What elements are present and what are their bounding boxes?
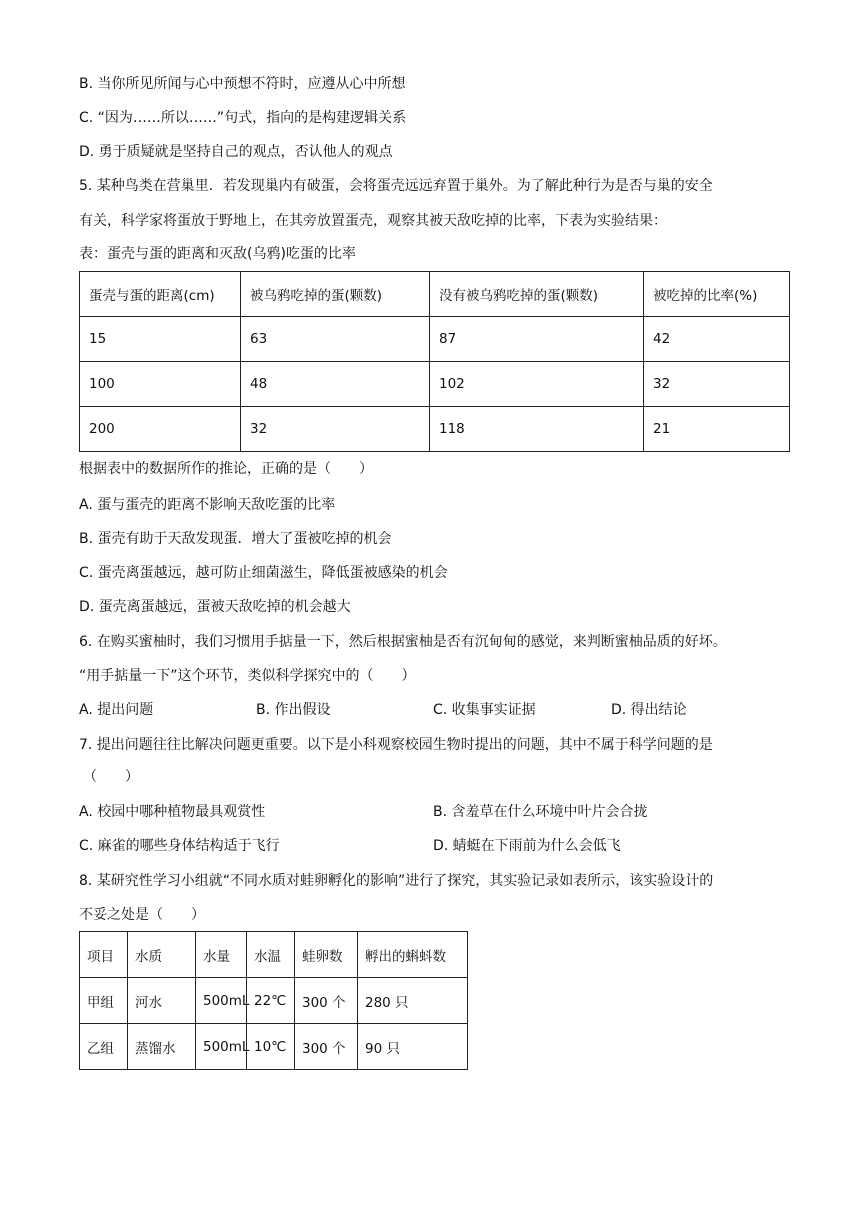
table-header-cell: 蛋壳与蛋的距离(cm) <box>80 272 241 317</box>
table-cell: 118 <box>430 407 644 452</box>
question-7-option-c: C. 麻雀的哪些身体结构适于飞行 <box>79 838 280 854</box>
table-row <box>80 317 790 362</box>
option-b-previous: B. 当你所见所闻与心中预想不符时，应遵从心中所想 <box>79 76 406 92</box>
question-8-stem-line1: 8. 某研究性学习小组就“不同水质对蛙卵孵化的影响”进行了探究，其实验记录如表所示，该实验设计的 <box>79 873 714 889</box>
table-cell: 22℃ <box>247 978 295 1024</box>
table1-caption: 表：蛋壳与蛋的距离和灭敌(乌鸦)吃蛋的比率 <box>79 246 356 262</box>
table-cell: 500mL <box>196 978 247 1024</box>
table-cell: 500mL <box>196 1024 247 1070</box>
question-7-option-b: B. 含羞草在什么环境中叶片会合拢 <box>433 804 648 820</box>
question-5-option-b: B. 蛋壳有助于天敌发现蛋．增大了蛋被吃掉的机会 <box>79 531 392 547</box>
table-cell: 200 <box>80 407 241 452</box>
table-cell: 河水 <box>128 978 196 1024</box>
question-7-option-d: D. 蜻蜓在下雨前为什么会低飞 <box>433 838 621 854</box>
question-6-option-a: A. 提出问题 <box>79 702 154 718</box>
table-cell: 21 <box>644 407 790 452</box>
table-header-cell: 水量 <box>196 932 247 978</box>
question-5-stem-line2: 有关，科学家将蛋放于野地上，在其旁放置蛋壳，观察其被天敌吃掉的比率，下表为实验结果： <box>79 213 667 229</box>
question-7-stem-line1: 7. 提出问题往往比解决问题更重要。以下是小科观察校园生物时提出的问题，其中不属于科学问题的是 <box>79 737 713 753</box>
table-row <box>80 978 468 1024</box>
table-cell: 63 <box>241 317 430 362</box>
question-6-option-b: B. 作出假设 <box>256 702 331 718</box>
table-header-cell: 孵出的蝌蚪数 <box>358 932 468 978</box>
question-6-option-c: C. 收集事实证据 <box>433 702 536 718</box>
question-5-option-d: D. 蛋壳离蛋越远，蛋被天敌吃掉的机会越大 <box>79 599 351 615</box>
table-row <box>80 362 790 407</box>
table-cell: 100 <box>80 362 241 407</box>
table-cell: 10℃ <box>247 1024 295 1070</box>
table-cell: 48 <box>241 362 430 407</box>
question-8-stem-line2: 不妥之处是（ ） <box>79 907 205 923</box>
table-header-cell: 项目 <box>80 932 128 978</box>
question-5-prompt: 根据表中的数据所作的推论，正确的是（ ） <box>79 461 373 477</box>
table-cell: 42 <box>644 317 790 362</box>
question-6-stem-line1: 6. 在购买蜜柚时，我们习惯用手掂量一下，然后根据蜜柚是否有沉甸甸的感觉，来判断蜜柚品质的好坏。 <box>79 634 727 650</box>
question-5-stem-line1: 5. 某种鸟类在营巢里．若发现巢内有破蛋，会将蛋壳远远弃置于巢外。为了解此种行为是否与巢的安全 <box>79 178 713 194</box>
table-cell: 32 <box>644 362 790 407</box>
table-header-cell: 水质 <box>128 932 196 978</box>
option-c-previous: C. “因为……所以……”句式，指向的是构建逻辑关系 <box>79 110 407 126</box>
option-d-previous: D. 勇于质疑就是坚持自己的观点，否认他人的观点 <box>79 144 393 160</box>
table-header-cell: 被吃掉的比率(%) <box>644 272 790 317</box>
table-header-row <box>80 272 790 317</box>
table-row <box>80 407 790 452</box>
question-5-option-c: C. 蛋壳离蛋越远，越可防止细菌滋生，降低蛋被感染的机会 <box>79 565 448 581</box>
question-6-option-d: D. 得出结论 <box>611 702 687 718</box>
table-cell: 90 只 <box>358 1024 468 1070</box>
table-cell: 蒸馏水 <box>128 1024 196 1070</box>
table-row <box>80 1024 468 1070</box>
question-7-option-a: A. 校园中哪种植物最具观赏性 <box>79 804 266 820</box>
frog-egg-table <box>79 931 468 1070</box>
table-cell: 乙组 <box>80 1024 128 1070</box>
question-7-stem-line2: （ ） <box>83 769 139 785</box>
table-cell: 15 <box>80 317 241 362</box>
table-cell: 甲组 <box>80 978 128 1024</box>
table-header-cell: 被乌鸦吃掉的蛋(颗数) <box>241 272 430 317</box>
table-header-cell: 水温 <box>247 932 295 978</box>
question-6-stem-line2: “用手掂量一下”这个环节，类似科学探究中的（ ） <box>79 668 416 684</box>
table-cell: 300 个 <box>295 978 358 1024</box>
table-header-cell: 没有被乌鸦吃掉的蛋(颗数) <box>430 272 644 317</box>
question-5-option-a: A. 蛋与蛋壳的距离不影响天敌吃蛋的比率 <box>79 497 336 513</box>
table-cell: 300 个 <box>295 1024 358 1070</box>
egg-distance-table <box>79 271 790 452</box>
table-cell: 102 <box>430 362 644 407</box>
table-header-cell: 蛙卵数 <box>295 932 358 978</box>
table-cell: 280 只 <box>358 978 468 1024</box>
table-cell: 32 <box>241 407 430 452</box>
table-cell: 87 <box>430 317 644 362</box>
table-header-row <box>80 932 468 978</box>
